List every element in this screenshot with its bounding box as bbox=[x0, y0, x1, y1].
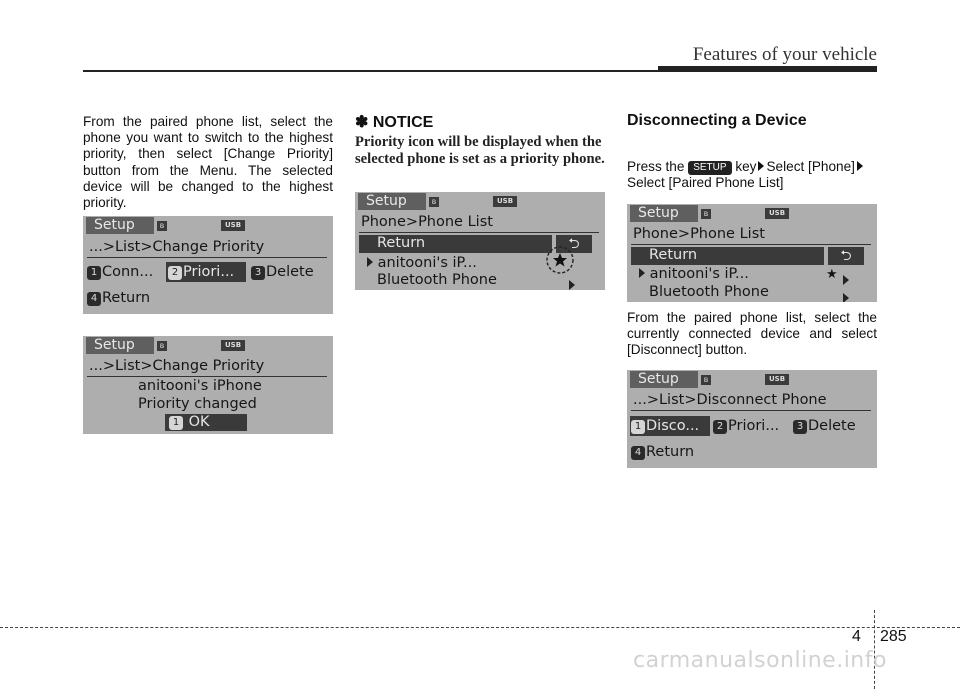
usb-icon: USB bbox=[221, 340, 245, 351]
list-item-phone-2[interactable]: Bluetooth Phone bbox=[377, 272, 497, 288]
page-number: 285 bbox=[880, 628, 907, 645]
bluetooth-icon: ʙ bbox=[157, 341, 167, 351]
usb-icon: USB bbox=[765, 208, 789, 219]
bluetooth-icon: ʙ bbox=[429, 197, 439, 207]
screen-status-bar bbox=[355, 192, 605, 212]
option-delete[interactable]: 3 Delete bbox=[251, 264, 314, 280]
chevron-right-icon bbox=[843, 270, 849, 289]
option-disconnect-highlight[interactable]: 1 Disco... bbox=[630, 416, 710, 436]
section-title: Disconnecting a Device bbox=[627, 112, 807, 129]
path-divider bbox=[359, 232, 599, 233]
chevron-right-icon bbox=[843, 288, 849, 302]
usb-icon: USB bbox=[221, 220, 245, 231]
path-divider bbox=[87, 376, 327, 377]
setup-key-icon: SETUP bbox=[688, 161, 731, 175]
priority-star-callout bbox=[545, 245, 575, 275]
setup-tab: Setup bbox=[630, 205, 698, 222]
back-arrow-icon[interactable]: ⮌ bbox=[556, 235, 592, 253]
footer-rule bbox=[0, 627, 960, 628]
phone-list-screen-2 bbox=[627, 204, 877, 302]
header-rule-accent bbox=[658, 66, 877, 72]
list-item-phone-2[interactable]: Bluetooth Phone bbox=[649, 284, 769, 300]
option-connect[interactable]: 1 Conn... bbox=[87, 264, 153, 280]
back-arrow-icon[interactable]: ⮌ bbox=[828, 247, 864, 265]
setup-tab: Setup bbox=[86, 217, 154, 234]
option-priority[interactable]: 2 Priori... bbox=[713, 418, 779, 434]
usb-icon: USB bbox=[765, 374, 789, 385]
chevron-right-icon bbox=[569, 275, 575, 290]
setup-tab: Setup bbox=[358, 193, 426, 210]
menu-path: ...>List>Disconnect Phone bbox=[633, 392, 827, 408]
priority-changed-message: Priority changed bbox=[138, 396, 257, 412]
menu-path: Phone>Phone List bbox=[633, 226, 765, 242]
return-item[interactable]: Return bbox=[359, 235, 552, 253]
star-icon: ★ bbox=[826, 267, 838, 282]
option-delete[interactable]: 3 Delete bbox=[793, 418, 856, 434]
chapter-number: 4 bbox=[852, 628, 861, 645]
option-priority-highlight[interactable]: 2 Priori... bbox=[166, 262, 246, 282]
screen-status-bar bbox=[627, 204, 877, 224]
setup-instructions: Press the SETUP key Select [Phone]Select [Paired Phone List] bbox=[627, 159, 877, 191]
setup-tab: Setup bbox=[630, 371, 698, 388]
path-divider bbox=[631, 410, 871, 411]
bluetooth-icon: ʙ bbox=[701, 375, 711, 385]
option-return[interactable]: 4 Return bbox=[87, 290, 150, 306]
priority-changed-screen bbox=[83, 336, 333, 434]
bluetooth-icon: ʙ bbox=[701, 209, 711, 219]
star-icon bbox=[553, 253, 567, 267]
intro-paragraph: From the paired phone list, select the phone you want to switch to the highest priority, then select [Change Priority] button from the Menu. The selected device will be changed to the highest priority. bbox=[83, 114, 333, 211]
bluetooth-icon: ʙ bbox=[157, 221, 167, 231]
setup-tab: Setup bbox=[86, 337, 154, 354]
watermark: carmanualsonline.info bbox=[633, 648, 887, 673]
phone-list-screen bbox=[355, 192, 605, 290]
notice-body: Priority icon will be displayed when the selected phone is set as a priority phone. bbox=[355, 134, 605, 167]
list-item-phone-1[interactable]: anitooni's iP... bbox=[367, 255, 477, 271]
notice-title: ✽ NOTICE bbox=[355, 114, 434, 131]
path-divider bbox=[87, 257, 327, 258]
menu-path: Phone>Phone List bbox=[361, 214, 493, 230]
disconnect-menu-screen bbox=[627, 370, 877, 468]
page-header-title: Features of your vehicle bbox=[692, 44, 877, 65]
screen-status-bar bbox=[627, 370, 877, 390]
usb-icon: USB bbox=[493, 196, 517, 207]
screen-status-bar bbox=[83, 336, 333, 356]
return-item[interactable]: Return bbox=[631, 247, 824, 265]
ok-button[interactable]: 1 OK bbox=[165, 414, 247, 431]
device-name: anitooni's iPhone bbox=[138, 378, 262, 394]
screen-status-bar bbox=[83, 216, 333, 236]
disconnect-paragraph: From the paired phone list, select the currently connected device and select [Disconnect] button. bbox=[627, 310, 877, 358]
option-return[interactable]: 4 Return bbox=[631, 444, 694, 460]
menu-path: ...>List>Change Priority bbox=[89, 239, 265, 255]
path-divider bbox=[631, 244, 871, 245]
menu-path: ...>List>Change Priority bbox=[89, 358, 265, 374]
change-priority-menu-screen bbox=[83, 216, 333, 314]
list-item-phone-1[interactable]: anitooni's iP... bbox=[639, 266, 749, 282]
